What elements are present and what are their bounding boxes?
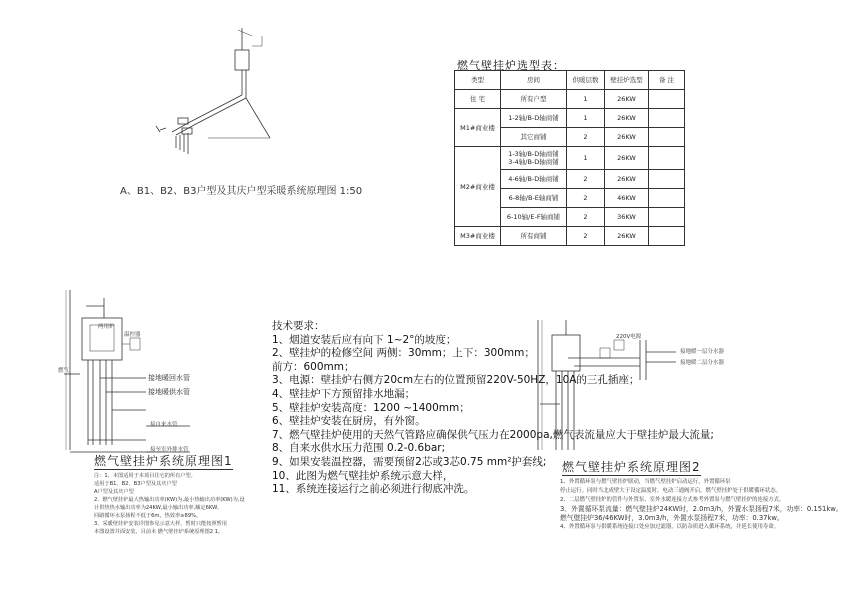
model-cell: 36KW [605,208,649,227]
remark-cell [649,109,685,128]
table-row [455,147,685,170]
tech-line: 前方：600mm； [272,360,355,373]
type-cell: M3#商业楼 [455,227,501,246]
tech-line: 9、如果安装温控器，需要预留2芯或3芯0.75 mm²护套线; [272,455,547,468]
tech-line: 10、此图为燃气壁挂炉系统示意大样， [272,469,454,482]
model-cell: 26KW [605,109,649,128]
room-cell: 1-2轴/B-D轴商铺 [501,109,567,128]
table-row [455,227,685,246]
table-header-row [455,71,685,90]
remark-cell [649,170,685,189]
label-gas: 燃气 [58,368,70,374]
header-cell: 备 注 [649,71,685,90]
room-cell: 6-10轴/E-F轴商铺 [501,208,567,227]
table-row [455,109,685,128]
floors-cell: 1 [567,109,605,128]
remark-cell [649,147,685,170]
floors-cell: 2 [567,170,605,189]
model-cell: 26KW [605,90,649,109]
floors-cell: 2 [567,208,605,227]
header-cell: 供暖层数 [567,71,605,90]
room-cell: 6-8轴/B-E轴商铺 [501,189,567,208]
model-cell: 26KW [605,170,649,189]
tech-requirements-title: 技术要求： [272,320,325,332]
room-cell: 其它商铺 [501,128,567,147]
label-floor2-manifold: 接地暖二层分水器 [680,360,725,366]
floors-cell: 2 [567,189,605,208]
tech-line: 6、壁挂炉安装在厨房，有外窗。 [272,415,426,428]
room-cell: 所有户型 [501,90,567,109]
floors-cell: 1 [567,90,605,109]
tech-line: 1、烟道安装后应有向下 1~2°的坡度； [272,333,457,346]
note-line: 2、二层燃气壁挂炉的管件与外置泵、室外水暖连接方式参考外置泵与燃气壁挂炉的连接方式。 [560,497,785,503]
top-schematic-caption: A、B1、B2、B3户型及其庆户型采暖系统原理图 1:50 [120,186,363,197]
floors-cell: 1 [567,147,605,170]
note-line: 适用于B1、B2、B3户型及其庆户型 [94,481,177,487]
tech-line: 7、燃气壁挂炉使用的天然气管路应确保供气压力在2000pa,燃气表流量应大于壁挂炉最大流量; [272,428,714,441]
remark-cell [649,90,685,109]
diagram2-notes [560,478,843,532]
note-line: 注：1、本图适用于本项目住宅的所有户型。 [94,473,196,479]
tech-line: 8、自来水供水压力范围 0.2-0.6bar; [272,442,446,455]
room-cell: 所有商铺 [501,227,567,246]
remark-cell [649,208,685,227]
tech-line: 5、壁挂炉安装高度：1200 ~1400mm； [272,401,470,414]
tech-line: 4、壁挂炉下方预留排水地漏； [272,387,416,400]
note-line: 燃气壁挂炉36/46KW时，3.0m3/h，外置水泵扬程7米，功率：0.37kw。 [560,514,784,522]
room-cell: 1-3轴/B-D轴商铺 3-4轴/B-D轴商铺 [501,147,567,170]
diagram1-notes [94,472,245,536]
label-floor1-manifold: 接地暖一层分水器 [680,349,725,355]
label-supply-pipe: 接地暖供水管 [148,388,190,396]
note-line: 本图设置并面安装，目前本 燃气壁挂炉系统原理图2 1。 [94,529,224,535]
note-line: A户型及其庆户型 [94,489,134,495]
tech-line: 3、电源：壁挂炉右侧方20cm左右的位置预留220V-50HZ，10A的三孔插座； [272,374,640,387]
model-cell: 26KW [605,227,649,246]
note-line: 3、外置循环泵流量：燃气壁挂炉24KW时，2.0m3/h，外置水泵扬程7米，功率：0.151kw。 [560,505,843,513]
tech-line: 11、系统连接运行之前必须进行彻底冲洗。 [272,483,475,496]
table-row [455,90,685,109]
label-thermostat: 温控器 [124,332,141,338]
remark-cell [649,128,685,147]
header-cell: 壁挂炉选型 [605,71,649,90]
note-line: 计供热热水输出功率为24KW,最小输出功率,额定6KW, [94,505,219,511]
floors-cell: 2 [567,227,605,246]
tech-line: 2、壁挂炉的检修空间 两侧：30mm；上下：300mm； [272,347,535,360]
header-cell: 类型 [455,71,501,90]
model-cell: 26KW [605,128,649,147]
room-cell: 4-6轴/B-D轴商铺 [501,170,567,189]
label-return-pipe: 接地暖回水管 [148,374,190,382]
label-power: 220V电源 [616,334,642,340]
header-cell: 房间 [501,71,567,90]
model-cell: 46KW [605,189,649,208]
diagram2-title: 燃气壁挂炉系统原理图2 [562,460,701,474]
note-line: 2、燃气壁挂炉最大热输出功率(KW)为,最小热输出功率(KW)为,设 [94,497,245,503]
isometric-heating-schematic [156,28,270,154]
type-cell: M1#商业楼 [455,109,501,147]
note-line: 停止运行。同时当北成壁大于设定温度时，电动三通阀开启，燃气壁挂炉处于供暖循环状态。 [560,488,782,494]
model-cell: 26KW [605,147,649,170]
boiler-selection-table [454,70,685,246]
type-cell: 住 宅 [455,90,501,109]
selection-table-title: 燃气壁挂炉选型表： [457,59,565,72]
type-cell: M2#商业楼 [455,147,501,227]
remark-cell [649,189,685,208]
label-drain: 接至室外排水管 [150,447,189,453]
note-line: 4、外置循环泵与供暖系统连接口处应加过滤器，以防杂质进入循环系统，并延长使用寿命。 [560,524,780,530]
note-line: 回路循环水泵扬程不低于6m，热效率≥89%。 [94,513,202,519]
label-boiler: 两用炉 [98,324,115,330]
diagram1-title: 燃气壁挂炉系统原理图1 [94,454,233,468]
note-line: 1、外置循环泵与燃气壁挂炉联动，当燃气壁挂炉启动运行，外置循环泵 [560,479,731,485]
remark-cell [649,227,685,246]
note-line: 3、采暖壁挂炉安装详图参见示意大样，暂时只能按照暂用 [94,521,227,527]
floors-cell: 2 [567,128,605,147]
label-water-inlet: 接自来水管 [150,422,178,428]
